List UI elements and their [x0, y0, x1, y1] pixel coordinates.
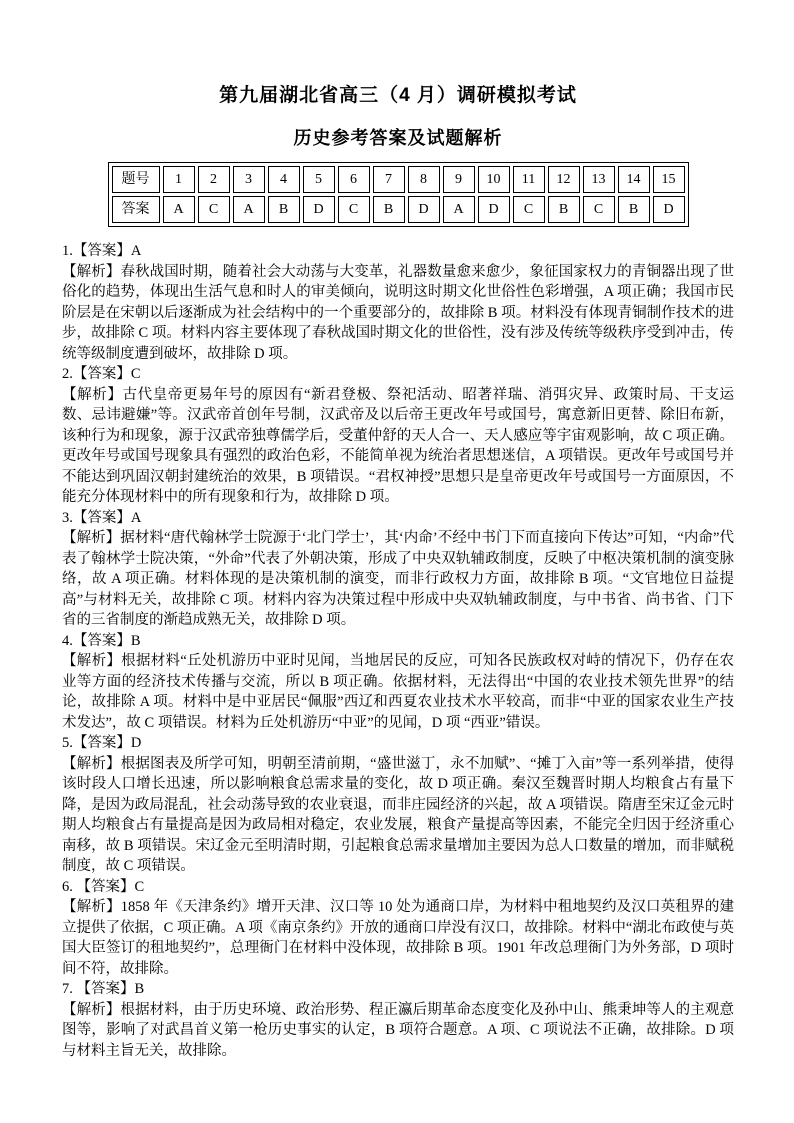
question-number-cell: 15	[653, 166, 685, 193]
question-number: 5.	[62, 735, 73, 751]
question-number: 7.	[62, 981, 77, 997]
answer-cell: B	[618, 196, 650, 223]
question-number-row	[112, 166, 685, 193]
analysis-paragraph	[62, 897, 734, 979]
answer-label: 【答案】	[72, 735, 131, 751]
question-number-cell: 1	[163, 166, 195, 193]
answer-letter: A	[130, 243, 142, 259]
table-header-question-number: 题号	[112, 166, 160, 193]
answer-line	[62, 508, 734, 529]
question-number-cell: 7	[373, 166, 405, 193]
answer-label: 【答案】	[76, 981, 135, 997]
analysis-text: 古代皇帝更易年号的原因有“新君登极、祭祀活动、昭著祥瑞、消弭灾异、政策时局、干支运数、忌讳避嫌”等。汉武帝首创年号制，汉武帝及以后帝王更改年号或国号，寓意新旧更替、除旧布新，该种行为和现象，源于汉武帝独尊儒学后，受董仲舒的天人合一、天人感应等宇宙观影响，故 C 项正确。更改年号或国号现象具有强烈的政治色彩，不能简单视为统治者思想迷信，A 项错误。更改年号或国号并不能达到巩固汉朝封建统治的效果，B 项错误。“君权神授”思想只是皇帝更改年号或国号一方面原因，不能充分体现材料中的所有现象和行为，故排除 D 项。	[62, 386, 735, 505]
solution-block-2	[62, 364, 734, 508]
answer-letter: C	[130, 366, 141, 382]
question-number-cell: 9	[443, 166, 475, 193]
question-number: 4.	[62, 632, 73, 649]
answer-line	[62, 877, 734, 898]
analysis-label: 【解析】	[62, 755, 121, 772]
question-number: 3.	[62, 509, 73, 526]
analysis-label: 【解析】	[62, 1001, 121, 1018]
analysis-paragraph	[62, 754, 734, 877]
solution-block-1	[62, 241, 734, 364]
answer-label: 【答案】	[72, 509, 131, 526]
answer-cell: B	[548, 196, 580, 223]
answer-letter: D	[130, 735, 142, 751]
analysis-paragraph	[62, 385, 734, 508]
answer-row	[112, 196, 685, 223]
table-header-answer: 答案	[112, 196, 160, 223]
answer-label: 【答案】	[76, 878, 135, 895]
answer-cell: C	[198, 196, 230, 223]
document-content	[62, 84, 734, 1061]
answer-label: 【答案】	[72, 366, 131, 382]
solution-block-6	[62, 877, 734, 980]
answer-label: 【答案】	[72, 243, 131, 259]
analysis-text: 根据材料“丘处机游历中亚时见闻，当地居民的反应，可知各民族政权对峙的情况下，仍存在农业等方面的经济技术传播与交流，所以 B 项正确。依据材料，无法得出“中国的农业技术领先世界”的结论，故排除 A 项。材料中是中亚居民“佩服”西辽和西夏农业技术水平较高，而非“中亚的国家农业生产技术发达”，故 C 项错误。材料为丘处机游历“中亚”的见闻，D 项 “西亚”错误。	[62, 653, 735, 731]
analysis-text: 根据材料，由于历史环境、政治形势、程正瀛后期革命态度变化及孙中山、熊秉坤等人的主观意图等，影响了对武昌首义第一枪历史事实的认定，B 项符合题意。A 项、C 项说法不正确，故排除。D 项与材料主旨无关，故排除。	[62, 1001, 735, 1059]
question-number-cell: 11	[513, 166, 545, 193]
analysis-label: 【解析】	[62, 530, 121, 546]
answer-line	[62, 979, 734, 1000]
question-number-cell: 6	[338, 166, 370, 193]
answer-cell: A	[163, 196, 195, 223]
answer-cell: D	[408, 196, 440, 223]
solution-block-4	[62, 631, 734, 734]
analysis-label: 【解析】	[62, 263, 121, 280]
answer-key-table	[108, 162, 689, 227]
question-number-cell: 3	[233, 166, 265, 193]
answer-cell: C	[338, 196, 370, 223]
answer-cell: B	[268, 196, 300, 223]
question-number-cell: 12	[548, 166, 580, 193]
answer-cell: C	[513, 196, 545, 223]
solution-block-5	[62, 733, 734, 877]
question-number-cell: 14	[618, 166, 650, 193]
question-number-cell: 4	[268, 166, 300, 193]
analysis-paragraph	[62, 651, 734, 733]
answer-cell: D	[653, 196, 685, 223]
answer-cell: D	[478, 196, 510, 223]
analysis-label: 【解析】	[62, 653, 122, 669]
question-number-cell: 5	[303, 166, 335, 193]
answer-cell: C	[583, 196, 615, 223]
page-title: 第九届湖北省高三（4 月）调研模拟考试	[219, 85, 577, 106]
answer-cell: A	[443, 196, 475, 223]
answer-letter: B	[130, 632, 141, 649]
answer-label: 【答案】	[72, 632, 131, 649]
answer-line	[62, 364, 734, 385]
page-subtitle: 历史参考答案及试题解析	[293, 128, 503, 148]
answer-letter: B	[134, 981, 145, 997]
answer-cell: D	[303, 196, 335, 223]
analysis-label: 【解析】	[62, 386, 123, 403]
answer-line	[62, 733, 734, 754]
analysis-paragraph	[62, 1000, 734, 1062]
analysis-text: 根据图表及所学可知，明朝至清前期，“盛世滋丁，永不加赋”、“摊丁入亩”等一系列举措，使得该时段人口增长迅速，所以影响粮食总需求量的变化，故 D 项正确。秦汉至魏晋时期人均粮食占有量下降，是因为政局混乱，社会动荡导致的农业衰退，而非庄园经济的兴起，故 A 项错误。隋唐至宋辽金元时期人均粮食占有量提高是因为政局相对稳定，农业发展，粮食产量提高等因素，不能完全归因于经济重心南移，故 B 项错误。宋辽金元至明清时期，引起粮食总需求量增加主要因为总人口数量的增加，而非赋税制度，故 C 项错误。	[62, 755, 734, 874]
analysis-paragraph	[62, 528, 734, 631]
question-number: 2.	[62, 366, 73, 382]
analysis-text: 春秋战国时期，随着社会大动荡与大变革，礼器数量愈来愈少，象征国家权力的青铜器出现了世俗化的趋势，体现出生活气息和时人的审美倾向，说明这时期文化世俗性色彩增强，A 项正确；我国市民阶层是在宋朝以后逐渐成为社会结构中的一个重要部分的，故排除 B 项。材料没有体现青铜制作技术的进步，故排除 C 项。材料内容主要体现了春秋战国时期文化的世俗性，没有涉及传统等级秩序受到冲击，传统等级制度遭到破坏，故排除 D 项。	[62, 263, 735, 362]
analysis-text: 1858 年《天津条约》增开天津、汉口等 10 处为通商口岸，为材料中租地契约及汉口英租界的建立提供了依据，C 项正确。A 项《南京条约》开放的通商口岸没有汉口，故排除。材料中“湖北布政使与英国大臣签订的租地契约”，总理衙门在材料中没体现，故排除 B 项。1901 年改总理衙门为外务部，D 项时间不符，故排除。	[62, 899, 735, 977]
answer-line	[62, 241, 734, 262]
question-number-cell: 2	[198, 166, 230, 193]
solution-block-7	[62, 979, 734, 1061]
question-number: 6.	[62, 878, 77, 895]
question-number-cell: 8	[408, 166, 440, 193]
analysis-paragraph	[62, 262, 734, 365]
answer-letter: C	[134, 878, 145, 895]
analysis-text: 据材料“唐代翰林学士院源于‘北门学士’，其‘内命’不经中书门下而直接向下传达”可知，“内命”代表了翰林学士院决策，“外命”代表了外朝决策，形成了中央双轨辅政制度，反映了中枢决策机制的演变脉络，故 A 项正确。材料体现的是决策机制的演变，而非行政权力方面，故排除 B 项。“文官地位日益提高”与材料无关，故排除 C 项。材料内容为决策过程中形成中央双轨辅政制度，与中书省、尚书省、门下省的三省制度的渐趋成熟无关，故排除 D 项。	[62, 530, 734, 628]
solution-block-3	[62, 508, 734, 631]
analysis-label: 【解析】	[62, 899, 121, 915]
question-number-cell: 10	[478, 166, 510, 193]
answer-letter: A	[130, 509, 142, 526]
answer-line	[62, 631, 734, 652]
solutions-section	[62, 241, 734, 1061]
question-number: 1.	[62, 243, 73, 259]
answer-cell: A	[233, 196, 265, 223]
answer-cell: B	[373, 196, 405, 223]
question-number-cell: 13	[583, 166, 615, 193]
